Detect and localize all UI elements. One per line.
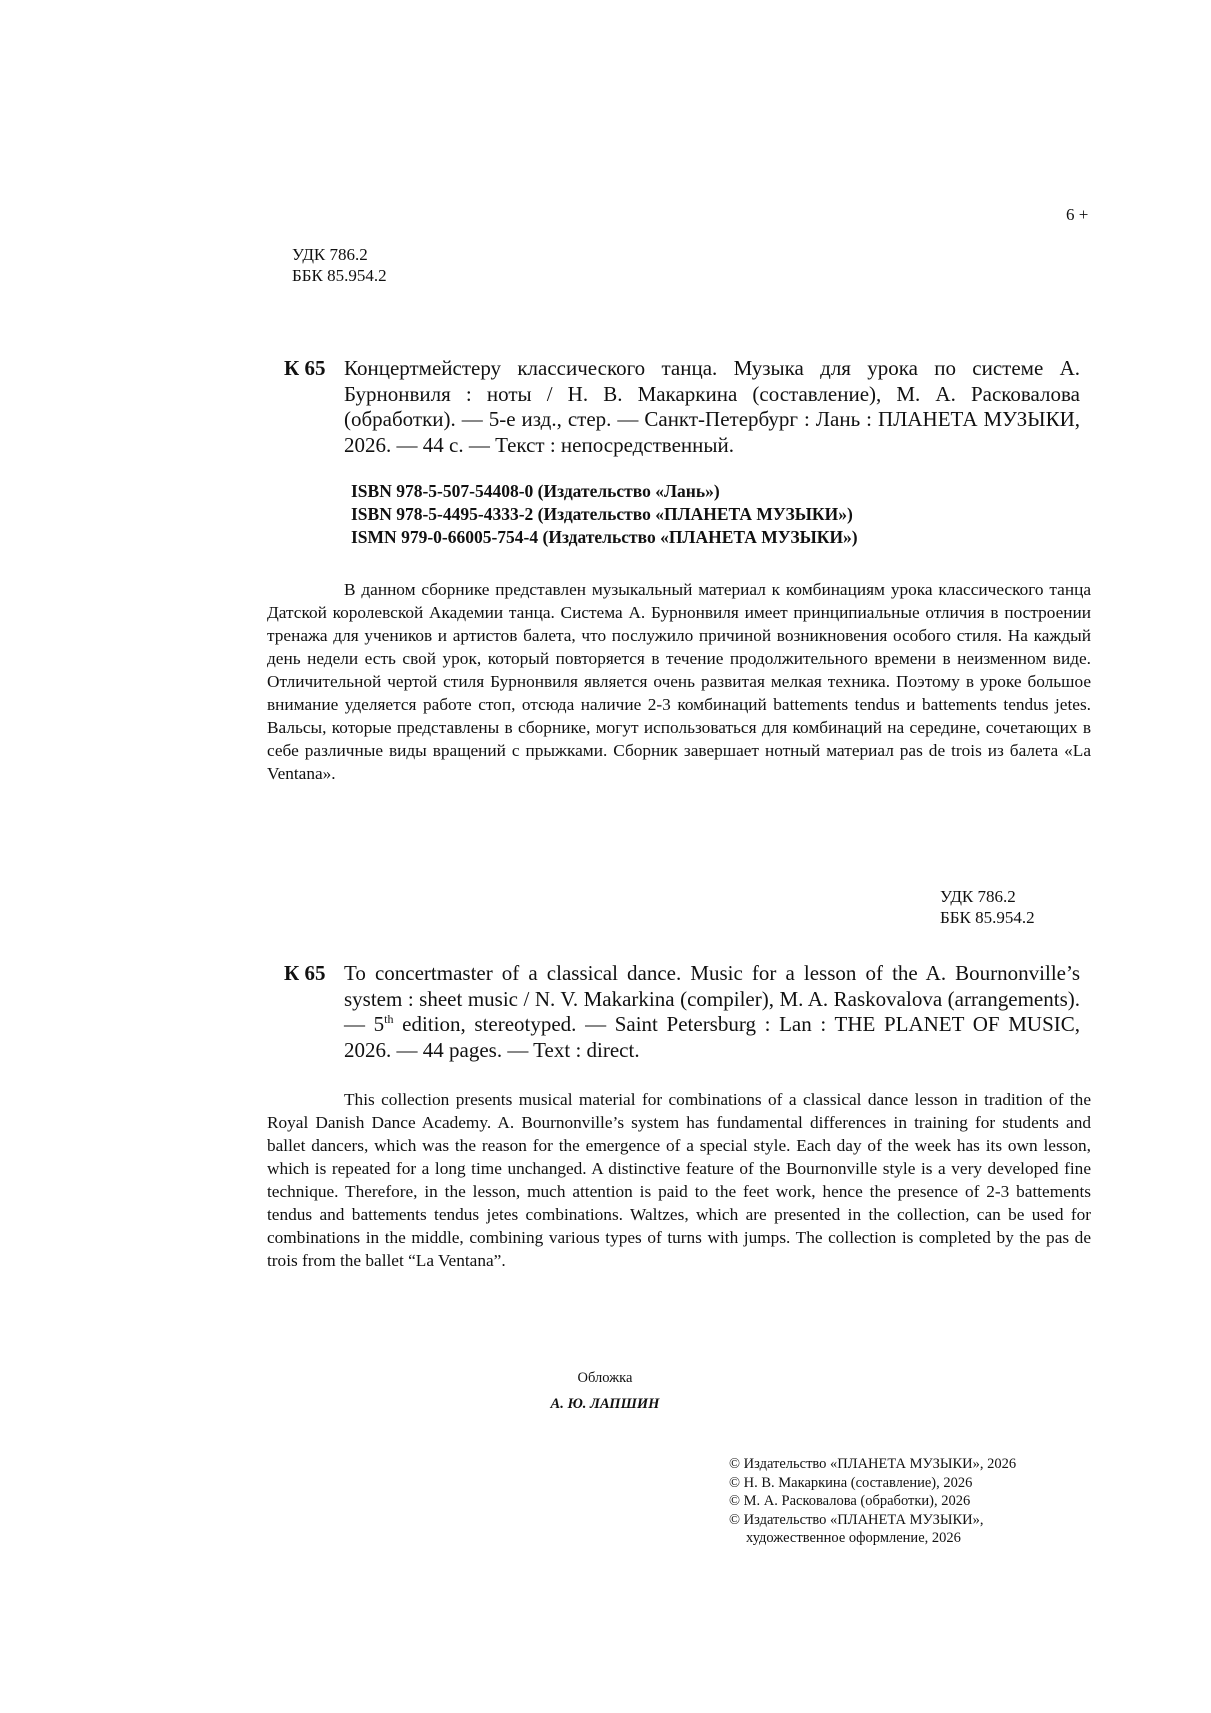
bibliographic-entry-en — [284, 961, 1080, 1063]
bbk-code: ББК 85.954.2 — [940, 908, 1035, 927]
copyright-line: художественное оформление, 2026 — [746, 1530, 961, 1546]
bib-text-part: edition, stereotyped. — Saint Petersburg : Lan : THE PLANET OF MUSIC, 2026. — 44 pages. — Text : direct. — [344, 1012, 1080, 1062]
bib-text-part: To concertmaster of a classical dance. Music for a lesson of the A. Bournonville’s system : sheet music / N. V. Makarkina (compiler), M. A. Raskovalova (arrangements). — 5 — [344, 961, 1080, 1036]
abstract-en: This collection presents musical material for combinations of a classical dance lesson in tradition of the Royal Danish Dance Academy. A. Bournonville’s system has fundamental differences in training for students and ballet dancers, which was the reason for the emergence of a special style. Each day of the week has its own lesson, which is repeated for a long time unchanged. A distinctive feature of the Bournonville style is a very developed fine technique. Therefore, in the lesson, much attention is paid to the feet work, hence the presence of 2-3 battements tendus and battements tendus jetes combinations. Waltzes, which are presented in the collection, can be used for combinations in the middle, combining various types of turns with jumps. The collection is completed by the pas de trois from the ballet “La Ventana”. — [267, 1090, 1091, 1270]
copyright-line: © Н. В. Макаркина (составление), 2026 — [729, 1474, 973, 1491]
bib-text: Концертмейстеру классического танца. Музыка для урока по системе А. Бурнонвиля : ноты / Н. В. Макаркина (составление), М. А. Расковалова (обработки). — 5-е изд., стер. — Санкт-Петербург : Лань : ПЛАНЕТА МУЗЫКИ, 2026. — 44 с. — Текст : непосредственный. — [344, 356, 1080, 457]
bib-text — [344, 961, 1080, 1063]
classification-en — [940, 886, 1035, 928]
abstract-ru: В данном сборнике представлен музыкальный материал к комбинациям урока классического танца Датской королевской Академии танца. Система А. Бурнонвиля имеет принципиальные отличия в построении тренажа для учеников и артистов балета, что послужило причиной возникновения особого стиля. На каждый день недели есть свой урок, который повторяется в течение продолжительного времени в неизменном виде. Отличительной чертой стиля Бурнонвиля является очень развитая мелкая техника. Поэтому в уроке большое внимание уделяется работе стоп, отсюда наличие 2-3 комбинаций battements tendus и battements tendus jetes. Вальсы, которые представлены в сборнике, могут использоваться для комбинаций на середине, сочетающих в себе различные виды вращений с прыжками. Сборник завершает нотный материал pas de trois из балета «La Ventana». — [267, 580, 1091, 783]
copyright-line: © М. А. Расковалова (обработки), 2026 — [729, 1493, 971, 1509]
edition-superscript: th — [384, 1012, 394, 1026]
author-mark: К 65 — [284, 961, 326, 985]
age-rating: 6 + — [1066, 205, 1089, 224]
cover-artist: А. Ю. ЛАПШИН — [550, 1396, 660, 1412]
copyright-line: © Издательство «ПЛАНЕТА МУЗЫКИ», 2026 — [729, 1456, 1017, 1472]
udk-code: УДК 786.2 — [292, 245, 368, 264]
isbn-lan: ISBN 978-5-507-54408-0 (Издательство «Лань») — [351, 481, 720, 501]
author-mark: К 65 — [284, 356, 326, 380]
bbk-code: ББК 85.954.2 — [292, 266, 387, 285]
classification-ru — [292, 244, 387, 286]
udk-code: УДК 786.2 — [940, 887, 1016, 906]
copyright-line: © Издательство «ПЛАНЕТА МУЗЫКИ», — [729, 1511, 984, 1528]
copyright-block — [729, 1455, 1016, 1548]
cover-label: Обложка — [577, 1370, 633, 1386]
identifiers — [351, 480, 858, 549]
isbn-planeta: ISBN 978-5-4495-4333-2 (Издательство «ПЛАНЕТА МУЗЫКИ») — [351, 504, 853, 524]
ismn-planeta: ISMN 979-0-66005-754-4 (Издательство «ПЛАНЕТА МУЗЫКИ») — [351, 527, 858, 547]
bibliographic-entry-ru — [284, 356, 1080, 458]
